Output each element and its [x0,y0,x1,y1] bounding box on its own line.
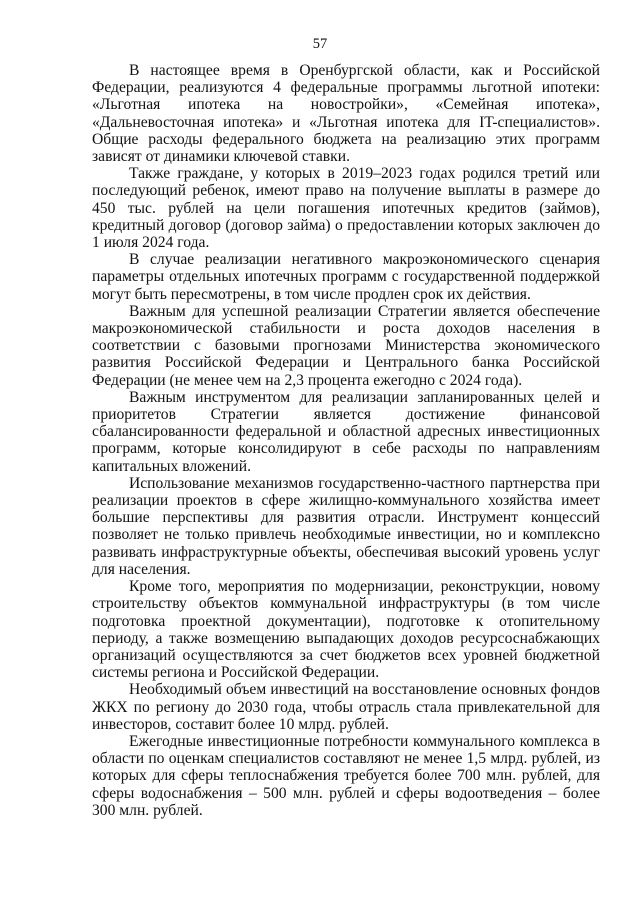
paragraph-annual-needs: Ежегодные инвестиционные потребности коммунального комплекса в области по оценкам специалистов составляют не менее 1,5 млрд. рублей, из которых для сферы теплоснабжения требуется более 700 млн. рублей, для сферы водоснабжения – 500 млн. рублей и сферы водоотведения – более 300 млн. рублей. [92,732,600,819]
paragraph-public-private-partnership: Использование механизмов государственно-частного партнерства при реализации проектов в сфере жилищно-коммунального хозяйства имеет большие перспективы для развития отрасли. Инструмент концессий позволяет не только привлечь необходимые инвестиции, но и комплексно развивать инфраструктурные объекты, обеспечивая высокий уровень услуг для населения. [92,474,600,578]
paragraph-investment-volume: Необходимый объем инвестиций на восстановление основных фондов ЖКХ по региону до 2030 года, чтобы отрасль стала привлекательной для инвесторов, составит более 10 млрд. рублей. [92,681,600,733]
paragraph-third-child-payment: Также граждане, у которых в 2019–2023 годах родился третий или последующий ребенок, имеют право на получение выплаты в размере до 450 тыс. рублей на цели погашения ипотечных кредитов (займов), кредитный договор (договор займа) о предоставлении которых заключен до 1 июля 2024 года. [92,165,600,252]
paragraph-negative-scenario: В случае реализации негативного макроэкономического сценария параметры отдельных ипотечных программ с государственной поддержкой могут быть пересмотрены, в том числе продлен срок их действия. [92,251,600,303]
paragraph-mortgage-programs: В настоящее время в Оренбургской области, как и Российской Федерации, реализуются 4 федеральные программы льготной ипотеки: «Льготная ипотека на новостройки», «Семейная ипотека», «Дальневосточная ипотека» и «Льготная ипотека для IT-специалистов». Общие расходы федерального бюджета на реализацию этих программ зависят от динамики ключевой ставки. [92,62,600,166]
paragraph-investment-programs: Важным инструментом для реализации запланированных целей и приоритетов Стратегии является достижение финансовой сбалансированности федеральной и областной адресных инвестиционных программ, которые консолидируют в себе расходы по направлениям капитальных вложений. [92,388,600,475]
paragraph-macro-stability: Важным для успешной реализации Стратегии является обеспечение макроэкономической стабильности и роста доходов населения в соответствии с базовыми прогнозами Министерства экономического развития Российской Федерации и Центрального банка Российской Федерации (не менее чем на 2,3 процента ежегодно с 2024 года). [92,302,600,389]
page-body [92,62,600,819]
paragraph-infrastructure-modernization: Кроме того, мероприятия по модернизации, реконструкции, новому строительству объектов коммунальной инфраструктуры (в том числе подготовка проектной документации), подготовке к отопительному периоду, а также возмещению выпадающих доходов ресурсоснабжающих организаций осуществляются за счет бюджетов всех уровней бюджетной системы региона и Российской Федерации. [92,578,600,682]
page-number: 57 [312,36,328,52]
